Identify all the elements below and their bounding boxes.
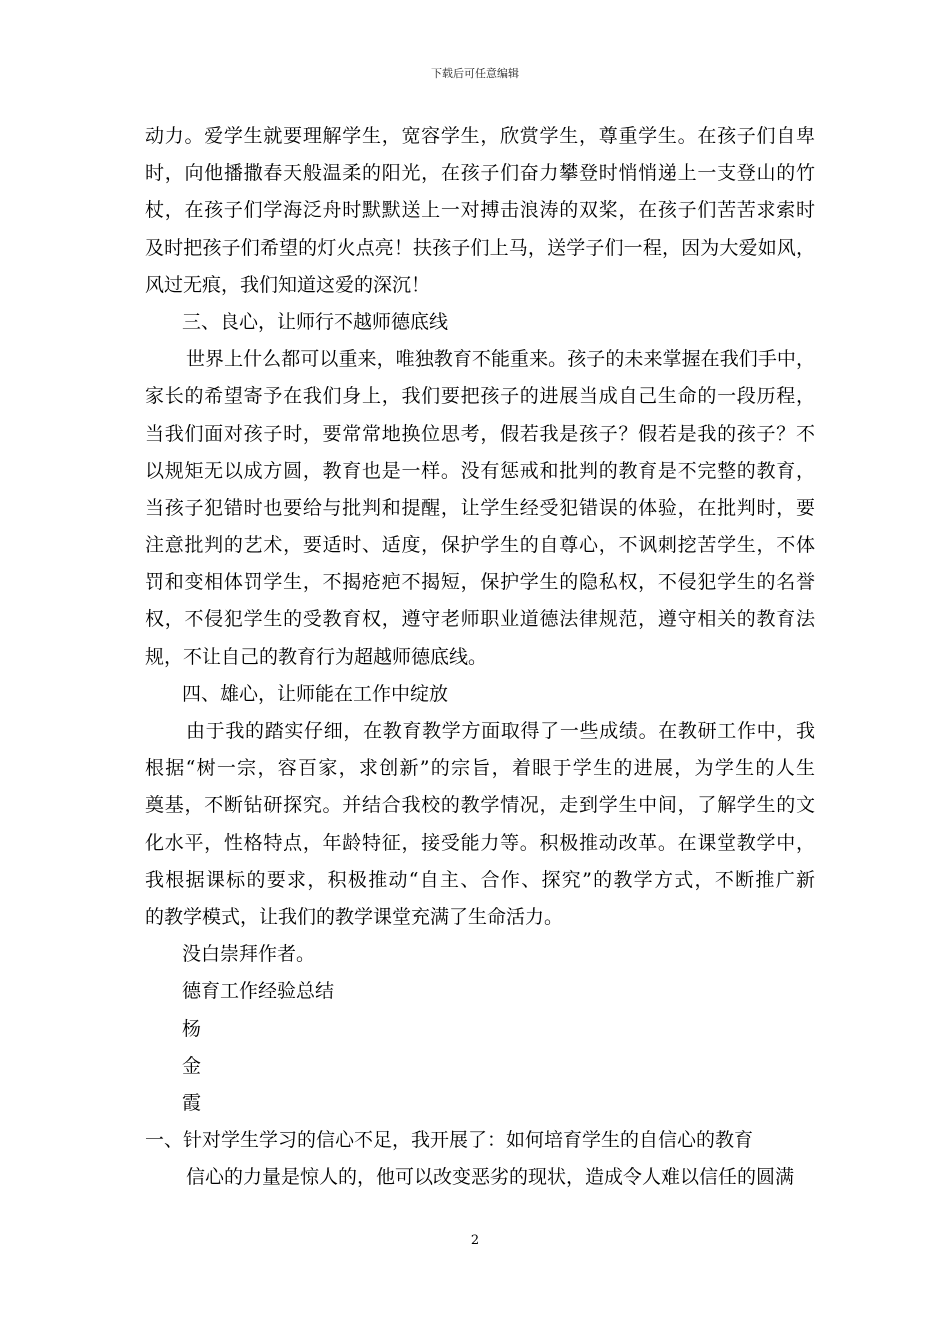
text-line: 权，不侵犯学生的受教育权，遵守老师职业道德法律规范，遵守相关的教育法 bbox=[145, 608, 815, 631]
page-number: 2 bbox=[470, 1233, 480, 1248]
text-line: 风过无痕，我们知道这爱的深沉！ bbox=[145, 273, 431, 296]
section-heading: 一、针对学生学习的信心不足，我开展了：如何培育学生的自信心的教育 bbox=[145, 1129, 754, 1152]
text-line: 以规矩无以成方圆，教育也是一样。没有惩戒和批判的教育是不完整的教育， bbox=[145, 459, 815, 482]
author-name-char: 霞 bbox=[182, 1091, 202, 1114]
text-line: 的教学模式，让我们的教学课堂充满了生命活力。 bbox=[145, 905, 564, 928]
text-line: 化水平，性格特点，年龄特征，接受能力等。积极推动改革。在课堂教学中， bbox=[145, 831, 815, 854]
text-line: 家长的希望寄予在我们身上，我们要把孩子的进展当成自己生命的一段历程， bbox=[145, 385, 815, 408]
document-body bbox=[145, 118, 815, 1196]
text-line: 当我们面对孩子时，要常常地换位思考，假若我是孩子？假若是我的孩子？不 bbox=[145, 422, 815, 445]
text-line: 没白崇拜作者。 bbox=[182, 943, 316, 966]
text-line: 规，不让自己的教育行为超越师德底线。 bbox=[145, 645, 488, 668]
text-line: 根据“树一宗，容百家，求创新”的宗旨，着眼于学生的进展，为学生的人生 bbox=[145, 757, 815, 780]
text-line: 动力。爱学生就要理解学生，宽容学生，欣赏学生，尊重学生。在孩子们自卑 bbox=[145, 125, 815, 147]
section-heading: 四、雄心，让师能在工作中绽放 bbox=[182, 682, 449, 705]
text-line: 杖，在孩子们学海泛舟时默默送上一对搏击浪涛的双桨，在孩子们苦苦求索时 bbox=[145, 199, 815, 222]
text-line: 及时把孩子们希望的灯火点亮！扶孩子们上马，送学子们一程，因为大爱如风， bbox=[145, 236, 815, 259]
page-header: 下载后可任意编辑 bbox=[431, 67, 519, 80]
text-line: 时，向他播撒春天般温柔的阳光，在孩子们奋力攀登时悄悄递上一支登山的竹 bbox=[145, 162, 815, 185]
author-name-char: 金 bbox=[182, 1054, 202, 1077]
text-line: 罚和变相体罚学生，不揭疮疤不揭短，保护学生的隐私权，不侵犯学生的名誉 bbox=[145, 571, 815, 594]
author-name-char: 杨 bbox=[182, 1017, 202, 1040]
text-line: 信心的力量是惊人的，他可以改变恶劣的现状，造成令人难以信任的圆满 bbox=[186, 1166, 795, 1189]
section-heading: 三、良心，让师行不越师德底线 bbox=[182, 310, 449, 333]
text-line: 当孩子犯错时也要给与批判和提醒，让学生经受犯错误的体验，在批判时，要 bbox=[145, 496, 815, 519]
text-line: 注意批判的艺术，要适时、适度，保护学生的自尊心，不讽刺挖苦学生，不体 bbox=[145, 534, 815, 557]
text-line: 世界上什么都可以重来，唯独教育不能重来。孩子的未来掌握在我们手中， bbox=[186, 348, 815, 371]
text-line: 奠基，不断钻研探究。并结合我校的教学情况，走到学生中间，了解学生的文 bbox=[145, 794, 815, 817]
text-line: 我根据课标的要求，积极推动“自主、合作、探究”的教学方式，不断推广新 bbox=[145, 868, 815, 891]
text-line: 由于我的踏实仔细，在教育教学方面取得了一些成绩。在教研工作中，我 bbox=[186, 720, 815, 742]
document-title: 德育工作经验总结 bbox=[182, 980, 335, 1003]
